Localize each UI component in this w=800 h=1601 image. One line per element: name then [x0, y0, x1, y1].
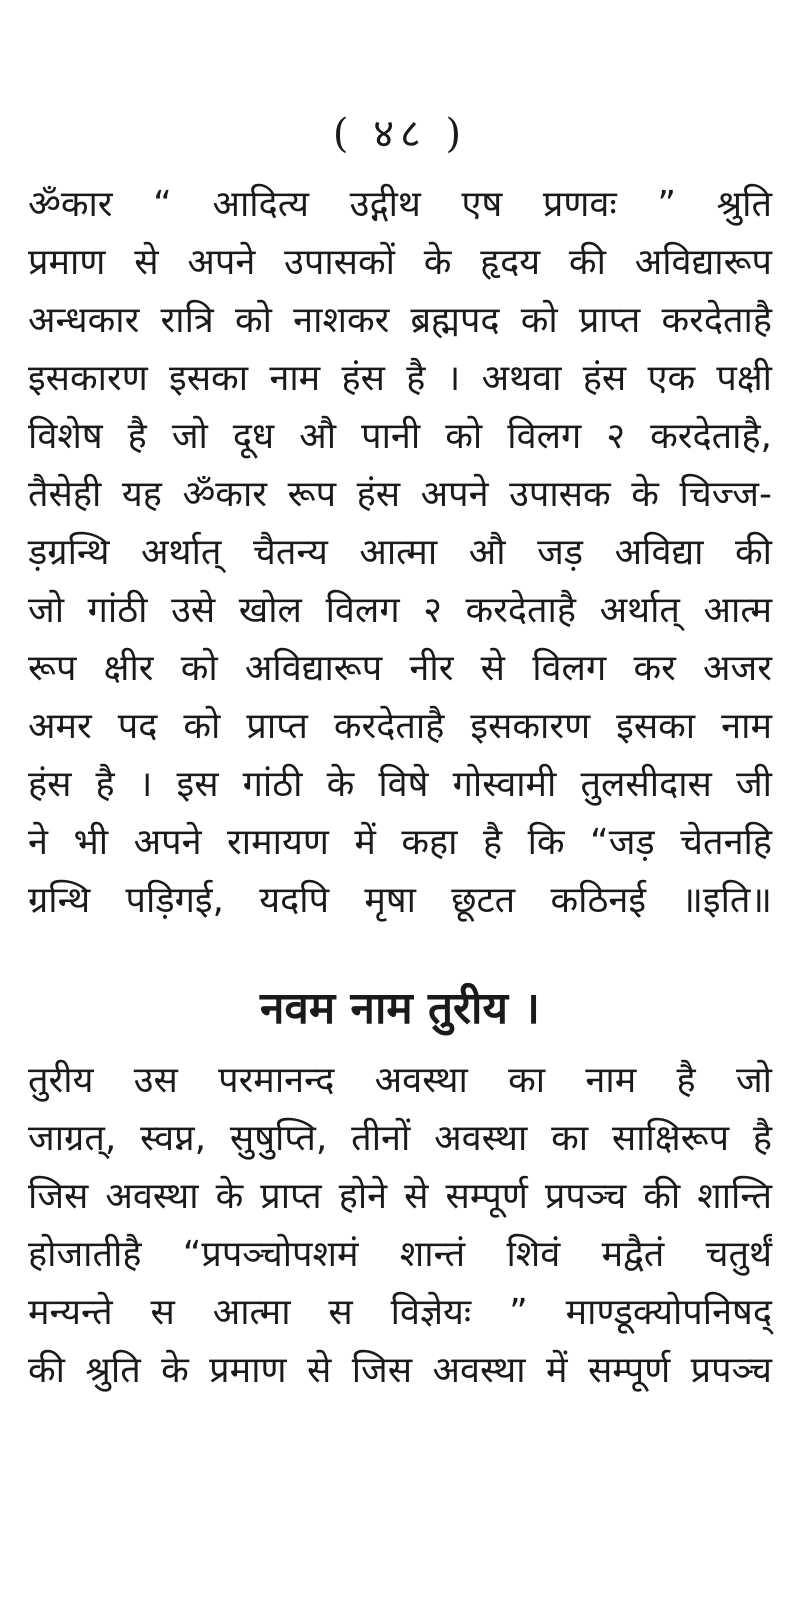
text-line: ग्रन्थि पड़िगई, यदपि मृषा छूटत कठिनई ॥इति॥	[28, 880, 772, 921]
text-line: होजातीहै “प्रपञ्चोपशमं शान्तं शिवं मद्वैतं चतुर्थं	[28, 1234, 772, 1275]
text-line: प्रमाण से अपने उपासकों के हृदय की अविद्यारूप	[28, 242, 772, 283]
paragraph-turiya	[28, 1052, 772, 1400]
text-line: ने भी अपने रामायण में कहा है कि “जड़ चेतनहि	[28, 822, 772, 863]
section-heading: नवम नाम तुरीय ।	[260, 983, 540, 1034]
text-line: अमर पद को प्राप्त करदेताहै इसकारण इसका नाम	[28, 706, 772, 747]
text-line: ड़ग्रन्थि अर्थात् चैतन्य आत्मा औ जड़ अविद्या की	[28, 532, 772, 573]
text-line: हंस है । इस गांठी के विषे गोस्वामी तुलसीदास जी	[28, 764, 772, 805]
text-line: रूप क्षीर को अविद्यारूप नीर से विलग कर अजर	[28, 648, 772, 689]
text-line: इसकारण इसका नाम हंस है । अथवा हंस एक पक्षी	[28, 358, 772, 399]
page-number: ( ४८ )	[332, 111, 468, 157]
text-line: विशेष है जो दूध औ पानी को विलग २ करदेताहै,	[28, 416, 772, 457]
text-line: मन्यन्ते स आत्मा स विज्ञेयः ” माण्डूक्योपनिषद्	[28, 1292, 772, 1333]
text-line: की श्रुति के प्रमाण से जिस अवस्था में सम्पूर्ण प्रपञ्च	[28, 1350, 772, 1391]
text-line: जो गांठी उसे खोल विलग २ करदेताहै अर्थात् आत्म	[28, 590, 772, 631]
paragraph-hamsa	[28, 176, 772, 930]
text-line: जिस अवस्था के प्राप्त होने से सम्पूर्ण प्रपञ्च की शान्ति	[28, 1176, 772, 1217]
text-line: तैसेही यह ॐकार रूप हंस अपने उपासक के चिज्ज-	[28, 474, 772, 515]
text-line: अन्धकार रात्रि को नाशकर ब्रह्मपद को प्राप्त करदेताहै	[28, 300, 772, 341]
text-line: ॐकार “ आदित्य उद्गीथ एष प्रणवः ” श्रुति	[28, 184, 772, 225]
text-line: जाग्रत्, स्वप्न, सुषुप्ति, तीनों अवस्था का साक्षिरूप है	[28, 1118, 772, 1159]
text-line: तुरीय उस परमानन्द अवस्था का नाम है जो	[28, 1060, 772, 1101]
